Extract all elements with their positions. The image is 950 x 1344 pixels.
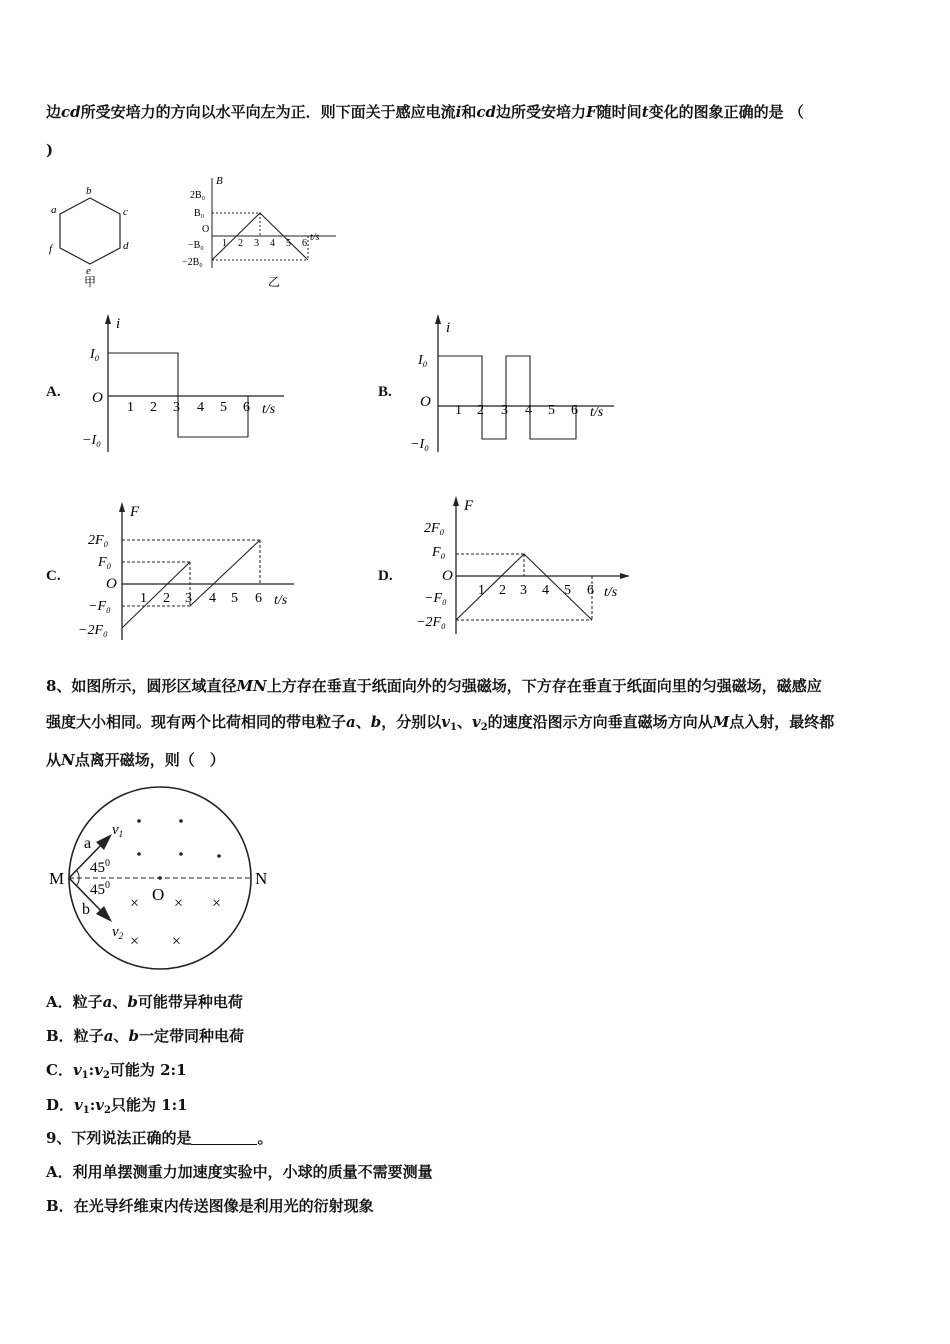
q8-figure [44, 784, 284, 980]
label-b: b [82, 901, 90, 918]
q9-option-A[interactable]: A．利用单摆测重力加速度实验中，小球的质量不需要测量 [46, 1163, 433, 1181]
tick-x1: 1 [455, 403, 462, 418]
field-dot [137, 819, 141, 823]
label-N: N [255, 869, 268, 888]
origin-O: O [92, 390, 103, 406]
tick-neg-2B0: −2B₀ [182, 257, 203, 268]
origin-O: O [442, 568, 453, 584]
tick-F0: F₀ [98, 555, 112, 570]
q7-option-B-graph[interactable] [406, 312, 626, 462]
tick-x6: 6 [255, 591, 262, 606]
field-dot [137, 852, 141, 856]
tick-neg-I0: −I₀ [82, 433, 101, 448]
tick-neg-2F0: −2F₀ [416, 615, 446, 630]
tick-x4: 4 [525, 403, 532, 418]
axis-label-F: F [130, 504, 140, 520]
tick-x4: 4 [197, 400, 204, 415]
tick-x6: 6 [302, 238, 307, 249]
tick-x2: 2 [163, 591, 170, 606]
hexagon-loop [60, 198, 120, 264]
q8-stem-line3: 从N点离开磁场，则（ ） [46, 751, 225, 769]
answer-blank[interactable] [191, 1130, 257, 1145]
axis-label-i: i [446, 320, 451, 336]
vertex-a: a [51, 204, 57, 216]
label-O: O [152, 885, 165, 904]
q8-option-D[interactable]: D．$v_1:v_2$只能为 1:1 [46, 1096, 188, 1116]
field-cross: × [212, 895, 222, 912]
field-cross: × [172, 933, 182, 950]
axis-label-B: B [216, 175, 223, 187]
y-arrow [435, 314, 441, 324]
tick-x4: 4 [209, 591, 216, 606]
tick-x1: 1 [140, 591, 147, 606]
origin-O: O [106, 576, 117, 592]
tick-neg-F0: −F₀ [424, 591, 447, 606]
label-v1: $v_1$ [112, 822, 124, 839]
q9-option-B[interactable]: B．在光导纤维束内传送图像是利用光的衍射现象 [46, 1197, 374, 1215]
tick-x5: 5 [220, 400, 227, 415]
tick-x3: 3 [501, 403, 508, 418]
tick-B0: B₀ [194, 208, 205, 219]
q8-stem-line1: 8、如图所示，圆形区域直径MN上方存在垂直于纸面向外的匀强磁场，下方存在垂直于纸面向里的匀强磁场，磁感应 [46, 677, 822, 695]
axis-label-F: F [464, 498, 474, 514]
label-a: a [84, 835, 92, 852]
tick-x6: 6 [243, 400, 250, 415]
q7-option-D-label[interactable]: D. [378, 568, 393, 584]
origin-O: O [202, 224, 210, 235]
angle-top: $45^0$ [90, 858, 110, 876]
tick-x4: 4 [542, 583, 549, 598]
q7-figure-jia [44, 182, 134, 290]
force-segment-2 [190, 540, 260, 606]
tick-x3: 3 [520, 583, 527, 598]
tick-I0: I₀ [418, 353, 428, 368]
y-arrow [453, 496, 459, 506]
vertex-d: d [123, 240, 129, 252]
tick-I0: I₀ [90, 347, 100, 362]
axis-label-i: i [116, 316, 121, 332]
q7-option-A-graph[interactable] [76, 312, 296, 462]
q8-option-C[interactable]: C．$v_1:v_2$可能为 2:1 [46, 1061, 187, 1081]
tick-x3: 3 [254, 238, 259, 249]
tick-x1: 1 [478, 583, 485, 598]
current-curve [108, 353, 248, 437]
tick-x6: 6 [587, 583, 594, 598]
tick-x3: 3 [173, 400, 180, 415]
tick-neg-2F0: −2F₀ [78, 623, 108, 638]
vertex-b: b [86, 185, 92, 197]
tick-2F0: 2F₀ [424, 521, 445, 536]
field-cross: × [174, 895, 184, 912]
center-point [158, 876, 162, 880]
field-cross: × [130, 933, 140, 950]
axis-label-ts: t/s [310, 232, 320, 243]
y-arrow [105, 314, 111, 324]
axis-label-ts: t/s [262, 402, 276, 417]
q7-option-A-label[interactable]: A. [46, 384, 61, 400]
tick-neg-I0: −I₀ [410, 437, 429, 452]
vertex-f: f [49, 243, 53, 255]
q8-stem-line2: 强度大小相同。现有两个比荷相同的带电粒子a、b，分别以$v_1$、$v_2$的速度沿图示方向垂直磁场方向从M点入射，最终都 [46, 713, 835, 733]
tick-neg-B0: −B₀ [188, 240, 204, 251]
q7-option-B-label[interactable]: B. [378, 384, 392, 400]
axis-label-ts: t/s [274, 593, 288, 608]
tick-x2: 2 [477, 403, 484, 418]
vertex-c: c [123, 206, 128, 218]
fig-yi-caption: 乙 [268, 275, 281, 289]
q7-option-C-label[interactable]: C. [46, 568, 61, 584]
origin-O: O [420, 394, 431, 410]
tick-neg-F0: −F₀ [88, 599, 111, 614]
q7-stem-line2: ) [46, 141, 54, 159]
fig-jia-caption: 甲 [84, 275, 97, 289]
tick-x6: 6 [571, 403, 578, 418]
tick-x4: 4 [270, 238, 275, 249]
vertex-e: e [86, 265, 91, 277]
tick-x5: 5 [548, 403, 555, 418]
label-v2: $v_2$ [112, 924, 124, 941]
current-curve [438, 356, 576, 439]
tick-x5: 5 [231, 591, 238, 606]
axis-label-ts: t/s [604, 585, 618, 600]
axis-label-ts: t/s [590, 405, 604, 420]
q7-stem-line1: 边cd所受安培力的方向以水平向左为正．则下面关于感应电流i和cd边所受安培力F随时间t变化的图象正确的是 （ [46, 103, 804, 121]
x-arrow [620, 573, 630, 579]
tick-x2: 2 [238, 238, 243, 249]
q7-option-D-graph[interactable] [404, 494, 634, 639]
tick-x5: 5 [564, 583, 571, 598]
q8-option-B[interactable]: B．粒子a、b一定带同种电荷 [46, 1027, 244, 1045]
q8-option-A[interactable]: A．粒子a、b可能带异种电荷 [46, 993, 243, 1011]
q7-figure-yi [176, 172, 346, 292]
q7-option-C-graph[interactable] [76, 500, 306, 645]
angle-bottom: $45^0$ [90, 880, 110, 898]
q9-stem: 9、下列说法正确的是 。 [46, 1129, 273, 1147]
tick-2B0: 2B₀ [190, 190, 206, 201]
field-dot [217, 854, 221, 858]
tick-2F0: 2F₀ [88, 533, 109, 548]
force-segment-1 [122, 562, 190, 628]
label-M: M [49, 869, 65, 888]
y-arrow [119, 502, 125, 512]
tick-x5: 5 [286, 238, 291, 249]
tick-x1: 1 [222, 238, 227, 249]
tick-x2: 2 [150, 400, 157, 415]
tick-x1: 1 [127, 400, 134, 415]
field-dot [179, 819, 183, 823]
field-dot [179, 852, 183, 856]
tick-F0: F₀ [432, 545, 446, 560]
field-cross: × [130, 895, 140, 912]
tick-x2: 2 [499, 583, 506, 598]
tick-x3: 3 [185, 591, 192, 606]
